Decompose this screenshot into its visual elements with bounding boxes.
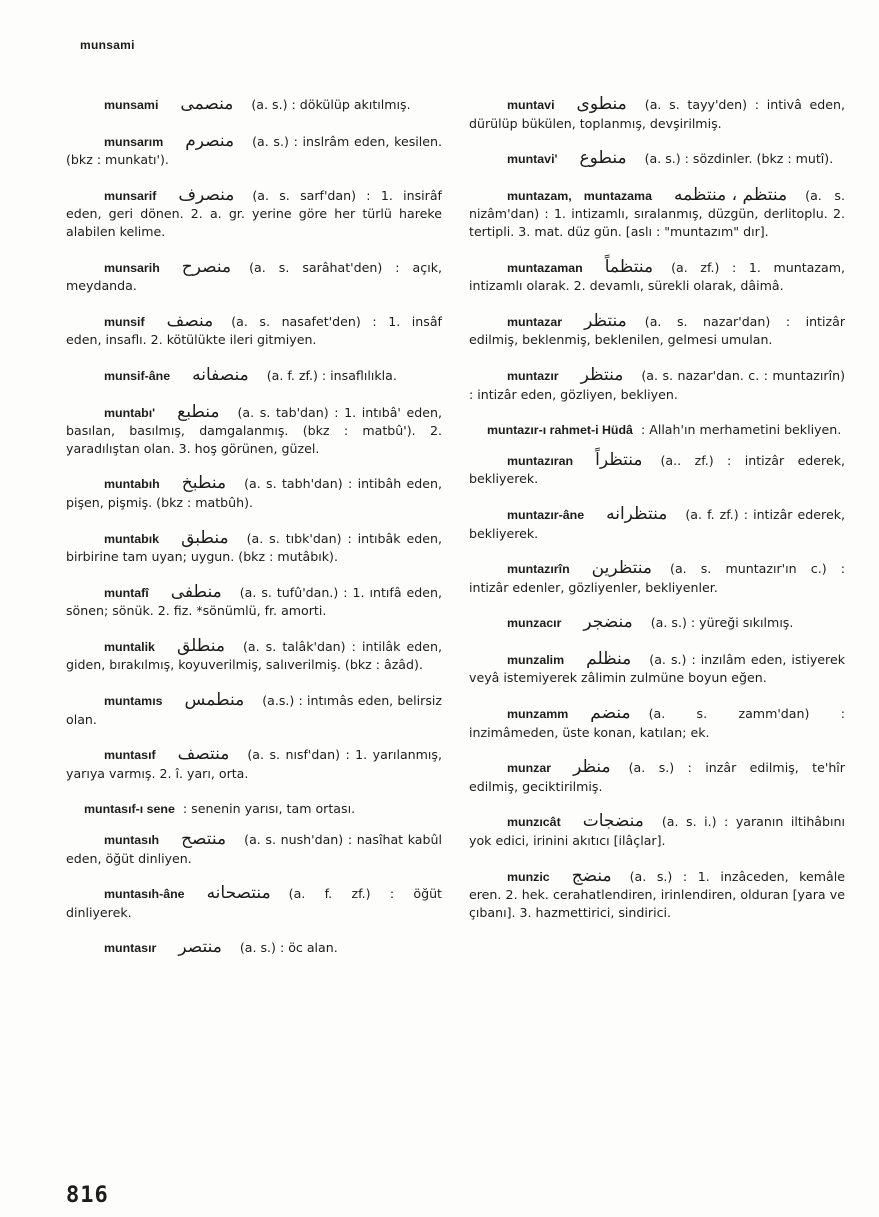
entry-headword: muntabık bbox=[104, 531, 160, 546]
entry-definition: (a. s.) : yüreği sıkılmış. bbox=[650, 615, 794, 631]
entry-definition: (a. s.) : 1. inzâceden, kemâle eren. 2. hek. cerahatlendiren, irinlendiren, olduran [yara ve çıbanı]. 3. hazmettirici, sindirici. bbox=[469, 868, 845, 920]
entry-arabic-script: منصرف bbox=[178, 184, 235, 205]
entry-arabic-script: منتصر bbox=[178, 937, 222, 958]
entry-arabic-script: منصرم bbox=[185, 130, 235, 151]
dictionary-entry bbox=[469, 813, 845, 849]
entry-definition: (a. f. zf.) : insaflılıkla. bbox=[266, 367, 397, 383]
dictionary-entry bbox=[469, 256, 845, 295]
entry-arabic-script: منتظرین bbox=[591, 558, 653, 579]
entry-headword: muntazar bbox=[507, 314, 563, 329]
dictionary-entry bbox=[469, 150, 845, 169]
entry-definition: (a. s. nasafet'den) : 1. insâf eden, insaflı. 2. kötülükte ileri gitmiyen. bbox=[66, 313, 442, 348]
entry-arabic-script: منصرح bbox=[181, 256, 232, 277]
entry-arabic-script: منتظر bbox=[580, 364, 624, 385]
dictionary-entry bbox=[66, 364, 442, 386]
entry-headword: munzic bbox=[507, 869, 550, 884]
entry-headword: muntasıh bbox=[104, 833, 160, 848]
dictionary-entry bbox=[66, 885, 442, 921]
entry-arabic-script: منصفانه bbox=[192, 364, 249, 385]
entry-definition: (a. s. nush'dan) : nasîhat kabûl eden, öğüt dinliyen. bbox=[66, 832, 442, 866]
entry-headword: muntabı' bbox=[104, 405, 156, 420]
entry-definition: (a. s. tayy'den) : intivâ eden, dürülüp bükülen, toplanmış, devşirilmiş. bbox=[469, 97, 845, 131]
entry-definition: (a. s. nazar'dan) : intizâr edilmiş, beklenmiş, beklenilen, gelmesi umulan. bbox=[469, 313, 845, 348]
dictionary-entry bbox=[469, 865, 845, 922]
entry-definition: (a. s. tufû'dan.) : 1. ıntıfâ eden, sönen; sönük. 2. fiz. *sönümlü, fr. amorti. bbox=[66, 584, 442, 619]
entry-headword: munzıcât bbox=[507, 815, 561, 830]
entry-definition: (a. s. nısf'dan) : 1. yarılanmış, yarıya varmış. 2. î. yarı, orta. bbox=[66, 747, 442, 781]
entry-arabic-script: منطفی bbox=[170, 581, 222, 602]
dictionary-entry bbox=[66, 581, 442, 620]
entry-arabic-script: منصف bbox=[166, 310, 214, 331]
entry-definition: (a. s. i.) : yaranın iltihâbını yok edici, irinini akıtıcı [ilâçlar]. bbox=[469, 814, 845, 849]
entry-arabic-script: منتصح bbox=[181, 829, 227, 850]
entry-headword: muntalik bbox=[104, 639, 155, 654]
entry-definition: (a. s. talâk'dan) : intilâk eden, giden, bırakılmış, koyuverilmiş, salıverilmiş. (bkz : âzâd). bbox=[66, 638, 442, 673]
dictionary-entry bbox=[469, 759, 845, 795]
dictionary-entry bbox=[469, 184, 845, 241]
entry-arabic-script: منتظر bbox=[584, 310, 627, 331]
entry-arabic-script: منطوی bbox=[576, 94, 627, 114]
dictionary-entry bbox=[66, 527, 442, 566]
entry-arabic-script: منتظم ، منتظمه bbox=[673, 184, 788, 205]
dictionary-entry bbox=[469, 648, 845, 687]
entry-headword: muntasır bbox=[104, 941, 157, 956]
dictionary-entry bbox=[469, 705, 845, 741]
dictionary-entry bbox=[469, 614, 845, 633]
entry-definition: : Allah'ın merhametini bekliyen. bbox=[640, 422, 842, 438]
dictionary-entry bbox=[66, 184, 442, 241]
dictionary-entry bbox=[66, 310, 442, 349]
entry-definition: (a. s. nizâm'dan) : 1. intizamlı, sıralanmış, düzgün, derlitoplu. 2. tertipli. 3. mat. düz gün. [aslı : "muntazım" dır]. bbox=[469, 187, 845, 239]
entry-arabic-script: منتظراً bbox=[595, 449, 643, 470]
entry-arabic-script: منصمی bbox=[180, 94, 234, 114]
entry-definition: (a. s. tıbk'dan) : intıbâk eden, birbirine tam uyan; uygun. (bkz : mutâbık). bbox=[66, 530, 442, 565]
entry-definition: (a. s. nazar'dan. c. : muntazırîn) : intizâr eden, gözliyen, bekliyen. bbox=[469, 367, 845, 402]
entry-headword: muntazırîn bbox=[507, 562, 570, 577]
entry-headword: muntavi bbox=[507, 98, 555, 112]
entry-arabic-script: منطبق bbox=[181, 527, 229, 548]
entry-headword: muntazaman bbox=[507, 260, 583, 275]
entry-headword: munsami bbox=[104, 98, 159, 112]
entry-headword: munsarih bbox=[104, 260, 160, 275]
entry-arabic-script: منتظرانه bbox=[606, 503, 668, 524]
dictionary-entry bbox=[469, 364, 845, 403]
dictionary-entry bbox=[469, 421, 845, 440]
entry-definition: (a. s.) : sözdinler. (bkz : mutî). bbox=[644, 151, 834, 167]
entry-arabic-script: منطلق bbox=[176, 635, 225, 656]
entry-arabic-script: منطبخ bbox=[181, 473, 227, 494]
entry-headword: muntasıf bbox=[104, 748, 156, 763]
dictionary-entry bbox=[66, 692, 442, 728]
entry-arabic-script: منضج bbox=[571, 865, 612, 886]
entry-definition: (a. s. muntazır'ın c.) : intizâr edenler, gözliyenler, bekliyenler. bbox=[469, 561, 845, 595]
dictionary-entry bbox=[469, 449, 845, 488]
entry-headword: munzacır bbox=[507, 616, 562, 631]
entry-arabic-script: منضم bbox=[590, 703, 631, 724]
entry-definition: (a. s.) : inzâr edilmiş, te'hîr edilmiş, geciktirilmiş. bbox=[469, 760, 845, 794]
entry-definition: (a. s. tabh'dan) : intibâh eden, pişen, pişmiş. (bkz : matbûh). bbox=[66, 476, 442, 510]
right-column bbox=[469, 96, 845, 939]
entry-definition: (a. s.) : inzılâm eden, istiyerek veyâ istemiyerek zâlimin zulmüne boyun eğen. bbox=[469, 651, 845, 686]
entry-arabic-script: منضجات bbox=[582, 811, 644, 832]
entry-headword: muntabıh bbox=[104, 477, 160, 492]
dictionary-entry bbox=[66, 475, 442, 511]
entry-arabic-script: منطبع bbox=[177, 401, 220, 422]
entry-arabic-script: منطوع bbox=[579, 148, 627, 169]
entry-definition: (a. f. zf.) : intizâr ederek, bekliyerek. bbox=[469, 506, 845, 541]
entry-definition: (a. s. zamm'dan) : inzimâmeden, üste konan, katılan; ek. bbox=[469, 706, 845, 740]
entry-arabic-script: منظر bbox=[573, 757, 611, 778]
entry-headword: muntazıran bbox=[507, 453, 574, 468]
entry-arabic-script: منتصحانه bbox=[206, 883, 271, 904]
entry-headword: muntazır-âne bbox=[507, 507, 585, 522]
entry-headword: munzamm bbox=[507, 707, 569, 722]
entry-definition: (a.s.) : intımâs eden, belirsiz olan. bbox=[66, 693, 442, 727]
entry-definition: (a.. zf.) : intizâr ederek, bekliyerek. bbox=[469, 452, 845, 487]
dictionary-entry bbox=[66, 635, 442, 674]
entry-definition: : senenin yarısı, tam ortası. bbox=[182, 801, 356, 817]
entry-arabic-script: منطمس bbox=[184, 690, 245, 711]
dictionary-entry bbox=[469, 310, 845, 349]
entry-headword: muntasıf-ı sene bbox=[84, 802, 175, 817]
entry-definition: (a. s. sarâhat'den) : açık, meydanda. bbox=[66, 259, 442, 294]
running-head: munsami bbox=[80, 38, 135, 52]
dictionary-entry bbox=[66, 401, 442, 458]
dictionary-entry bbox=[66, 96, 442, 115]
dictionary-entry bbox=[66, 746, 442, 782]
entry-headword: muntavi' bbox=[507, 152, 558, 167]
entry-arabic-script: منتظماً bbox=[604, 256, 654, 277]
page-number: 816 bbox=[66, 1183, 109, 1208]
dictionary-entry bbox=[469, 96, 845, 132]
entry-headword: munzar bbox=[507, 761, 552, 776]
dictionary-entry bbox=[66, 939, 442, 958]
entry-headword: munsarım bbox=[104, 134, 164, 149]
entry-arabic-script: منضجر bbox=[583, 612, 633, 633]
entry-headword: munsif-âne bbox=[104, 368, 171, 383]
entry-headword: munsarif bbox=[104, 188, 157, 203]
entry-arabic-script: منتصف bbox=[177, 744, 230, 765]
entry-headword: muntamıs bbox=[104, 694, 163, 709]
entry-definition: (a. s. sarf'dan) : 1. insirâf eden, geri dönen. 2. a. gr. yerine göre her türlü hareke alabilen kelime. bbox=[66, 187, 442, 239]
dictionary-entry bbox=[66, 831, 442, 867]
entry-definition: (a. s.) : dökülüp akıtılmış. bbox=[251, 97, 411, 112]
entry-headword: munsif bbox=[104, 314, 145, 329]
entry-definition: (a. s.) : öc alan. bbox=[239, 940, 338, 956]
dictionary-entry bbox=[66, 130, 442, 169]
dictionary-entry bbox=[469, 503, 845, 542]
left-column bbox=[66, 96, 442, 976]
entry-definition: (a. s.) : inslrâm eden, kesilen. (bkz : munkatı'). bbox=[66, 133, 442, 168]
entry-definition: (a. zf.) : 1. muntazam, intizamlı olarak. 2. devamlı, sürekli olarak, dâimâ. bbox=[469, 259, 845, 294]
entry-headword: muntazır bbox=[507, 368, 559, 383]
dictionary-entry bbox=[66, 256, 442, 295]
entry-definition: (a. f. zf.) : öğüt dinliyerek. bbox=[66, 886, 442, 920]
entry-definition: (a. s. tab'dan) : 1. intıbâ' eden, basılan, basılmış, damgalanmış. (bkz : matbû'). 2. yaradılıştan olan. 3. hoş görünen, güzel. bbox=[66, 404, 442, 456]
dictionary-entry bbox=[66, 800, 442, 819]
entry-headword: munzalim bbox=[507, 652, 565, 667]
entry-arabic-script: منظلم bbox=[586, 648, 632, 669]
entry-headword: muntafî bbox=[104, 585, 149, 600]
entry-headword: muntasıh-âne bbox=[104, 887, 185, 902]
entry-headword: muntazır-ı rahmet-i Hüdâ bbox=[487, 423, 633, 438]
entry-headword: muntazam, muntazama bbox=[507, 188, 652, 203]
dictionary-entry bbox=[469, 560, 845, 596]
